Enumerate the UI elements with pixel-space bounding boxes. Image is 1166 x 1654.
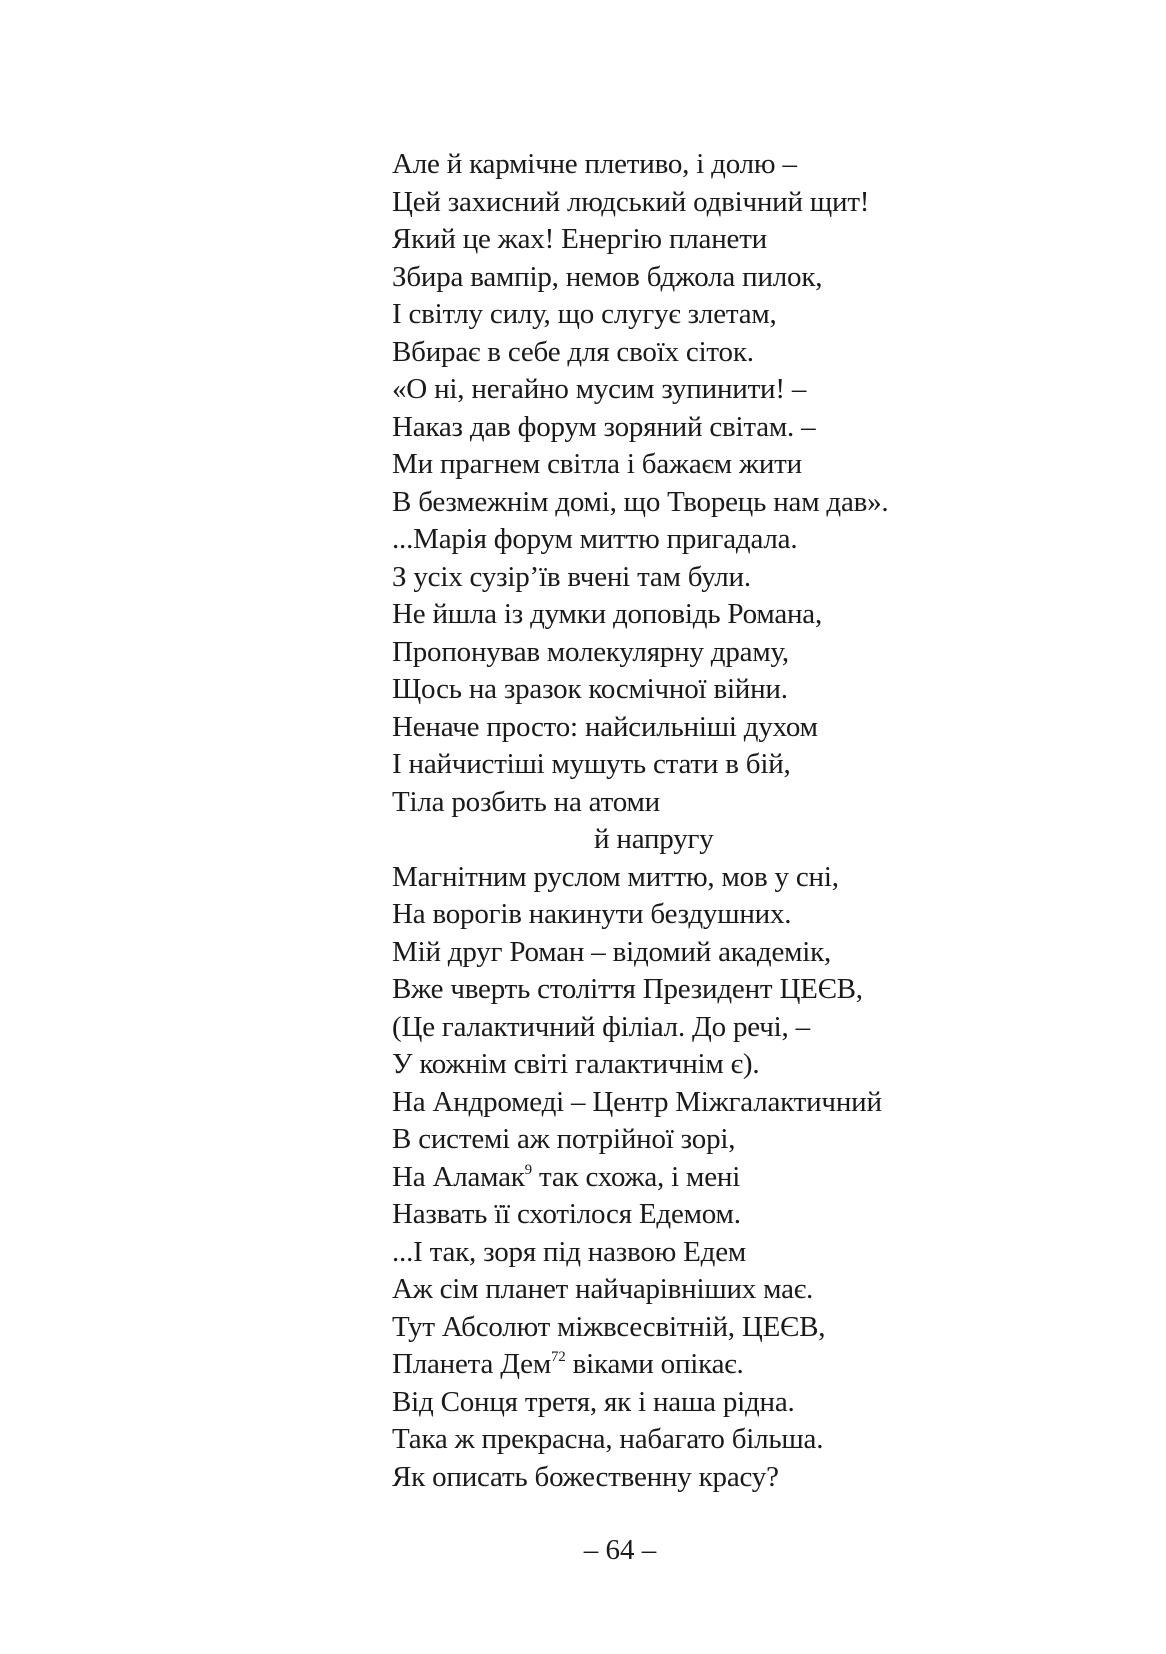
- poem-line: [392, 296, 1032, 334]
- poem-line-text: В системі аж потрійної зорі,: [392, 1123, 736, 1155]
- poem-line: [392, 709, 1032, 747]
- poem-line-text: В безмежнім домі, що Творець нам дав».: [392, 485, 889, 518]
- poem-line: [392, 1009, 1032, 1047]
- poem-line: [392, 184, 1032, 222]
- poem-line-text: Назвать її схотілося Едемом.: [392, 1198, 741, 1230]
- poem-line: [392, 1459, 1032, 1497]
- poem-line-text: Неначе просто: найсильніші духом: [392, 710, 818, 743]
- poem-line-text: І найчистіші мушуть стати в бій,: [392, 748, 791, 780]
- poem-line-text: Ми прагнем світла і бажаєм жити: [392, 448, 802, 480]
- poem-line: [392, 1046, 1032, 1084]
- poem-line: [392, 671, 1032, 709]
- poem-line: [392, 746, 1032, 784]
- poem-line-text: Вже чверть століття Президент ЦЕЄВ,: [392, 973, 863, 1005]
- poem-line: [392, 484, 1032, 522]
- poem-line: [392, 821, 1032, 859]
- poem-line-text: У кожнім світі галактичнім є).: [392, 1048, 760, 1080]
- poem-line-text: Мій друг Роман – відомий академік,: [392, 935, 832, 968]
- poem-line: [392, 221, 1032, 259]
- poem-line: [392, 896, 1032, 934]
- poem-line-text: Від Сонця третя, як і наша рідна.: [392, 1385, 795, 1418]
- poem-line: [392, 334, 1032, 372]
- poem-line-text: Планета Дем: [392, 1348, 551, 1380]
- poem-line: [392, 146, 1032, 184]
- poem-line: [392, 1346, 1032, 1384]
- poem-line-text-continued: так схожа, і мені: [531, 1160, 741, 1193]
- poem-line-text: Не йшла із думки доповідь Романа,: [392, 598, 823, 630]
- poem-line: [392, 784, 1032, 822]
- poem-line-text: З усіх сузір’їв вчені там були.: [392, 560, 751, 593]
- page-number: – 64 –: [583, 1534, 657, 1566]
- poem-line: [392, 1196, 1032, 1234]
- poem-line: [392, 634, 1032, 672]
- poem-line-text: «О ні, негайно мусим зупинити! –: [392, 373, 807, 405]
- poem-line-text: (Це галактичний філіал. До речі, –: [392, 1010, 810, 1043]
- poem-line: [392, 371, 1032, 409]
- poem-line-text: Який це жах! Енергію планети: [392, 223, 767, 255]
- poem-line-text: На ворогів накинути бездушних.: [392, 898, 792, 930]
- poem-line: [392, 259, 1032, 297]
- poem-line-text: Тіла розбить на атоми: [392, 785, 660, 818]
- poem-line-text: Пропонував молекулярну драму,: [392, 635, 789, 668]
- poem-line: [392, 1234, 1032, 1272]
- poem-line: [392, 521, 1032, 559]
- poem-line: [392, 1421, 1032, 1459]
- poem-line-text: Магнітним руслом миттю, мов у сні,: [392, 860, 839, 893]
- poem-line-text: Збира вампір, немов бджола пилок,: [392, 260, 823, 293]
- poem-text: [392, 146, 1032, 1496]
- poem-line-text: На Аламак: [392, 1160, 525, 1193]
- poem-line-text: Аж сім планет найчарівніших має.: [392, 1273, 814, 1305]
- poem-line-text: ...Марія форум миттю пригадала.: [392, 523, 798, 555]
- poem-line: [392, 971, 1032, 1009]
- poem-line-text: І світлу силу, що слугує злетам,: [392, 298, 777, 330]
- poem-line: [392, 409, 1032, 447]
- poem-line: [392, 1271, 1032, 1309]
- poem-line-text: Але й кармічне плетиво, і долю –: [392, 148, 797, 180]
- poem-line: [392, 859, 1032, 897]
- poem-line-text: й напругу: [594, 823, 714, 855]
- poem-line-text: Як описать божественну красу?: [392, 1460, 779, 1493]
- poem-line-text: Наказ дав форум зоряний світам. –: [392, 410, 816, 443]
- poem-line-text: Вбирає в себе для своїх сіток.: [392, 335, 754, 368]
- poem-line: [392, 1159, 1032, 1197]
- poem-line-text: Така ж прекрасна, набагато більша.: [392, 1423, 824, 1455]
- footnote-marker[interactable]: 72: [551, 1349, 566, 1365]
- poem-line: [392, 1084, 1032, 1122]
- poem-line-text: ...І так, зоря під назвою Едем: [392, 1235, 747, 1268]
- poem-line: [392, 596, 1032, 634]
- poem-line: [392, 1309, 1032, 1347]
- poem-line-text: На Андромеді – Центр Міжгалактичний: [392, 1085, 882, 1118]
- poem-line: [392, 559, 1032, 597]
- poem-line: [392, 1121, 1032, 1159]
- poem-line: [392, 446, 1032, 484]
- poem-line-text: Щось на зразок космічної війни.: [392, 673, 788, 705]
- poem-line-text-continued: віками опікає.: [565, 1348, 744, 1380]
- footnote-marker[interactable]: 9: [524, 1161, 532, 1178]
- poem-line: [392, 1384, 1032, 1422]
- poem-line-text: Тут Абсолют міжвсесвітній, ЦЕЄВ,: [392, 1310, 826, 1343]
- poem-line-text: Цей захисний людський одвічний щит!: [392, 185, 870, 218]
- poem-line: [392, 934, 1032, 972]
